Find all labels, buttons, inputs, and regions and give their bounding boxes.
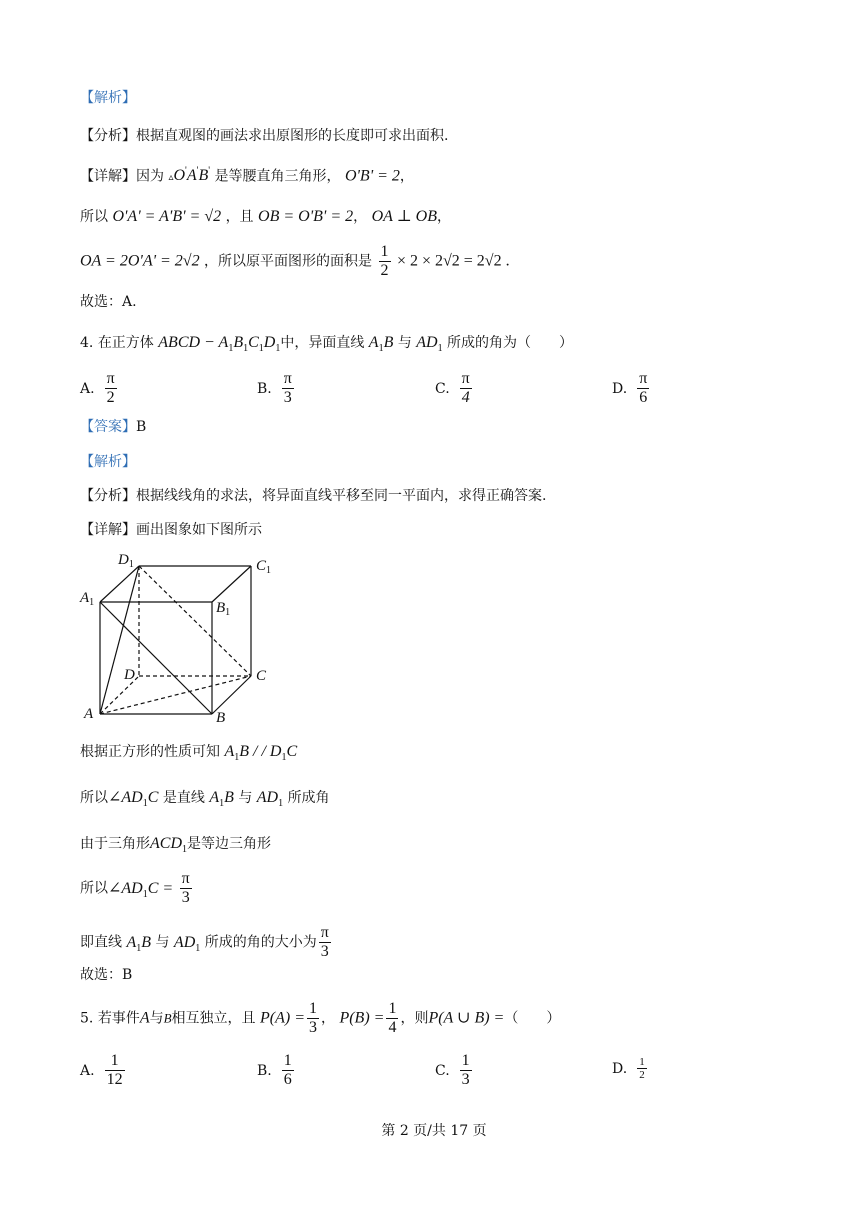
label-d1: $D_1$ <box>118 552 134 570</box>
answer-value: B <box>136 419 147 435</box>
q4-step4 <box>80 870 194 907</box>
fraction-pa: $\frac{1}{3}$ <box>309 1000 317 1036</box>
line-ad1: $AD_1$ <box>416 334 443 355</box>
line-ad1: $AD_1$ <box>173 933 201 954</box>
parallel-stmt: $A_1B$ / / $D_1C$ <box>224 743 298 764</box>
option-label: B. <box>257 380 272 397</box>
segment-ac <box>100 676 251 714</box>
detail-text: 是等腰直角三角形， <box>214 168 341 185</box>
q4-stem <box>80 333 573 359</box>
q3-detail-line2: 所以 O'A' = A'B' = √2 ，且 OB = O'B' = 2， OA ⊥ OB， <box>80 208 451 225</box>
q4-step1 <box>80 742 297 768</box>
option-label: A. <box>80 1062 95 1079</box>
q5-option-a[interactable] <box>80 1052 127 1089</box>
option-den: 3 <box>461 1071 470 1088</box>
cube-name: ABCD − $A_1B_1C_1D_1$ <box>158 334 281 355</box>
step-text: 所成角 <box>287 790 330 806</box>
angle-ad1c: $\angle AD_1C$ <box>108 789 159 810</box>
option-label: D. <box>612 380 628 397</box>
triangle-acd1: $ACD_1$ <box>150 835 187 856</box>
option-label: D. <box>612 1060 628 1077</box>
angle-eq: $\angle AD_1C$ = <box>108 879 174 900</box>
prob-a: P(A) = <box>260 1009 305 1027</box>
label-b1: $B_1$ <box>216 600 231 618</box>
step-text: 是直线 <box>162 790 205 806</box>
analysis-tag: 【解析】 <box>80 90 136 106</box>
stem-text: 中，异面直线 <box>280 335 365 351</box>
fraction-pi-3: $\frac{\pi}{3}$ <box>320 924 329 960</box>
q5-stem: 5. 若事件A与B相互独立，且 P(A) = $\frac{1}{3}$ ， P(B) = $\frac{1}{4}$ ，则P(A ∪ B) =（ ） <box>80 1000 561 1036</box>
fraction-half: $\frac{1}{2}$ <box>380 243 389 279</box>
option-num: π <box>639 370 648 387</box>
q4-step5 <box>80 924 333 961</box>
math-eq: O'B' = 2 <box>344 167 400 185</box>
q3-detail-line1: 【详解】因为 ▵O'A'B' 是等腰直角三角形， O'B' = 2， <box>80 166 414 185</box>
math-eq: OA = 2O'A' = 2√2 <box>80 252 200 270</box>
triangle-math: ▵O'A'B' <box>168 166 211 185</box>
label-c: C <box>256 668 267 684</box>
q3-detail-line3 <box>80 243 510 280</box>
q4-option-d[interactable] <box>612 370 651 407</box>
q4-answer <box>80 417 146 437</box>
label-c1: $C_1$ <box>256 558 272 576</box>
option-label: B. <box>257 1062 272 1079</box>
stem-text: 与 <box>397 335 412 351</box>
event-b: B <box>163 1010 172 1026</box>
stem-text: 相互独立，且 <box>171 1010 256 1027</box>
fenxi-text: 根据直观图的画法求出原图形的长度即可求出面积. <box>136 128 449 144</box>
q4-step3 <box>80 834 271 860</box>
option-den: 4 <box>461 389 470 406</box>
math-eq: OA ⊥ OB <box>371 208 437 225</box>
prob-union: P(A ∪ B) = <box>428 1009 505 1027</box>
fenxi-text: 根据线线角的求法，将异面直线平移至同一平面内，求得正确答案. <box>136 488 547 504</box>
option-den: 12 <box>106 1071 123 1088</box>
page-footer: 第 2 页/共 17 页 <box>381 1123 487 1139</box>
prob-b: P(B) = <box>339 1009 385 1027</box>
q3-choose: 故选：A. <box>80 294 137 310</box>
step-text: 所成的角的大小为 <box>204 934 317 951</box>
q4-option-a[interactable] <box>80 370 119 407</box>
option-num: 1 <box>639 1056 645 1068</box>
question-number: 4. <box>80 335 94 351</box>
stem-text: 与 <box>149 1010 164 1027</box>
option-den: 3 <box>283 389 292 406</box>
option-den: 6 <box>283 1071 292 1088</box>
label-a: A <box>84 706 94 722</box>
option-num: π <box>283 370 292 387</box>
line-ad1: $AD_1$ <box>256 789 284 810</box>
line-a1b: $A_1B$ <box>126 933 152 954</box>
math-eq: OB = O'B' = 2 <box>258 208 354 225</box>
analysis-tag: 【解析】 <box>80 454 136 470</box>
option-num: 1 <box>105 1052 125 1071</box>
step-text: 是等边三角形 <box>187 836 271 852</box>
stem-text: 在正方体 <box>97 335 154 351</box>
segment-d1c <box>139 566 251 676</box>
fraction-pb: $\frac{1}{4}$ <box>388 1000 397 1036</box>
detail-text: ，所以原平面图形的面积是 <box>204 253 373 270</box>
option-label: A. <box>80 380 95 397</box>
question-number: 5. <box>80 1010 94 1027</box>
label-d: D <box>124 667 135 683</box>
math-eq: O'A' = A'B' = √2 <box>112 208 222 225</box>
option-den: 2 <box>639 1069 645 1081</box>
segment-ad1 <box>100 566 139 714</box>
cube-figure <box>76 546 280 728</box>
step-text: 所以 <box>80 790 108 806</box>
q5-option-b[interactable] <box>257 1052 296 1089</box>
edge-a1d1 <box>100 566 139 602</box>
q4-choose: 故选：B <box>80 967 133 983</box>
q4-option-b[interactable] <box>257 370 296 407</box>
math-eq: × 2 × 2√2 = 2√2 . <box>396 252 510 270</box>
q5-option-d[interactable] <box>612 1056 649 1081</box>
edge-b1c1 <box>212 566 251 602</box>
option-num: π <box>106 370 115 387</box>
q3-fenxi <box>80 126 448 146</box>
q4-option-c[interactable] <box>435 370 474 407</box>
xiangjie-tag: 【详解】 <box>80 522 136 538</box>
detail-text: 所以 <box>80 209 108 225</box>
detail-text: 画出图象如下图所示 <box>136 522 262 538</box>
step-text: 由于三角形 <box>80 836 150 852</box>
q4-detail <box>80 520 262 540</box>
label-a1: $A_1$ <box>80 590 95 608</box>
label-b: B <box>216 710 226 726</box>
event-a: A <box>139 1009 150 1027</box>
stem-text: （ ） <box>504 1010 561 1027</box>
line-a1b: $A_1B$ <box>368 334 394 355</box>
fenxi-tag: 【分析】 <box>80 128 136 144</box>
option-label: C. <box>435 380 450 397</box>
option-num: 1 <box>461 1052 470 1069</box>
line-a1b: $A_1B$ <box>209 789 234 810</box>
step-text: 根据正方形的性质可知 <box>80 744 220 760</box>
fraction-pi-3: $\frac{\pi}{3}$ <box>181 870 190 906</box>
xiangjie-tag: 【详解】 <box>80 168 136 185</box>
fenxi-tag: 【分析】 <box>80 488 136 504</box>
edge-bc <box>212 676 251 714</box>
step-text: 与 <box>238 790 253 806</box>
step-text: 即直线 <box>80 934 122 951</box>
option-num: π <box>461 370 470 387</box>
answer-tag: 【答案】 <box>80 419 136 435</box>
q5-option-c[interactable] <box>435 1052 474 1089</box>
option-den: 2 <box>106 389 115 406</box>
option-den: 6 <box>639 389 648 406</box>
step-text: 与 <box>155 934 170 951</box>
step-text: 所以 <box>80 880 108 897</box>
stem-text: ，则 <box>400 1010 429 1027</box>
stem-text: 若事件 <box>97 1010 140 1027</box>
q4-fenxi <box>80 486 546 506</box>
stem-text: 所成的角为（ ） <box>447 335 574 351</box>
q4-step2 <box>80 788 330 814</box>
detail-text: ，且 <box>225 209 254 225</box>
option-label: C. <box>435 1062 450 1079</box>
option-num: 1 <box>283 1052 292 1069</box>
detail-text: 因为 <box>136 168 164 185</box>
